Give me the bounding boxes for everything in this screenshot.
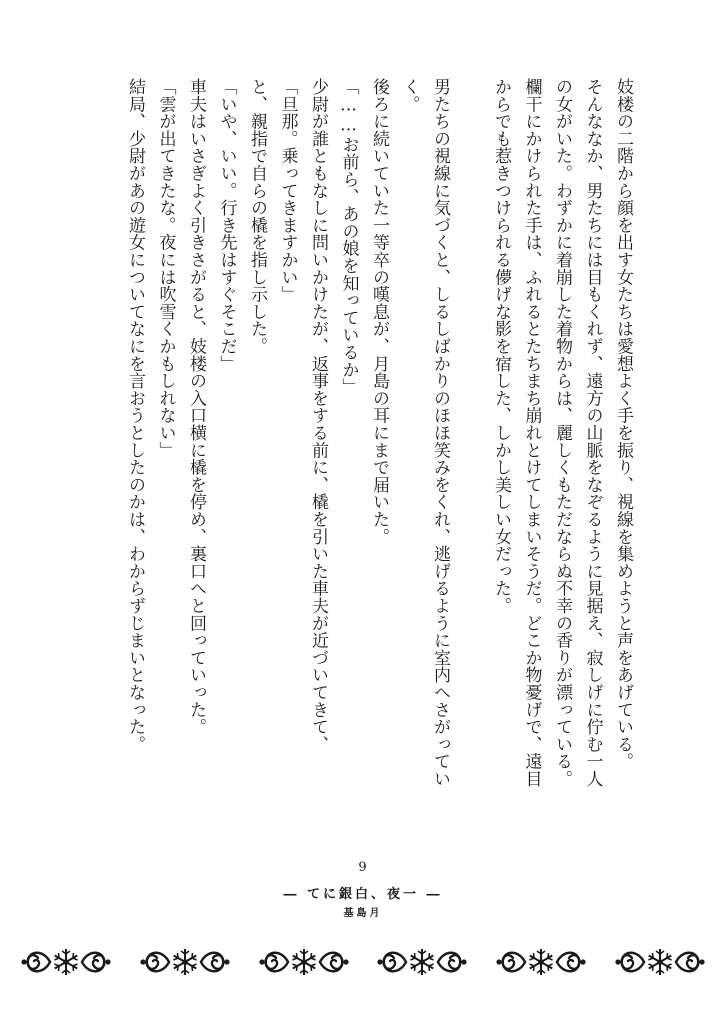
snowflake-scroll-ornament — [493, 942, 589, 982]
snowflake-scroll-ornament — [137, 942, 233, 982]
ornament-border — [18, 942, 708, 982]
snowflake-scroll-ornament — [612, 942, 708, 982]
snowflake-scroll-ornament — [18, 942, 114, 982]
paragraph: 後ろに続いていた一等卒の嘆息が、月島の耳にまで届いた。 — [369, 78, 389, 546]
body-text — [78, 78, 638, 798]
running-author: 基島月 — [343, 908, 383, 919]
paragraph: 男たちの視線に気づくと、しるしばかりのほほ笑みをくれ、逃げるように室内へさがっていく。 — [399, 78, 450, 788]
snowflake-scroll-ornament — [256, 942, 352, 982]
paragraph: 結局、少尉があの遊女についてなにを言おうとしたのかは、わからずじまいとなった。 — [125, 78, 145, 753]
blank-line — [455, 78, 486, 798]
dialogue-line: 「……お前ら、あの娘を知っているか」 — [338, 78, 359, 396]
paragraph: そんななか、男たちには目もくれず、遠方の山脈をなぞるように見据え、寂しげに佇む一人の女がいた。わずかに着崩した着物からは、麗しくもただならぬ不幸の香りが漂っている。欄干にかけられた手は、ふれるとたちまち崩れとけてしまいそうだ。どこか物憂げで、遠目からでも惹きつけられる儚げな影を宿した、しかし美しい女だった。 — [491, 78, 603, 788]
dialogue-line: 「旦那。乗ってきますかい」 — [277, 78, 298, 303]
page-number: 9 — [358, 860, 368, 875]
paragraph: 妓楼の二階から顔を出す女たちは愛想よく手を振り、視線を集めようと声をあげている。 — [613, 78, 633, 770]
snowflake-scroll-ornament — [374, 942, 470, 982]
running-title: ― てに銀白、夜一 ― — [283, 887, 443, 902]
paragraph: と、親指で自らの橇を指し示した。 — [247, 78, 267, 355]
paragraph: 少尉が誰ともなしに問いかけたが、返事をする前に、橇を引いた車夫が近づいてきて、 — [308, 78, 328, 753]
paragraph: 車夫はいさぎよく引きさがると、妓楼の入口横に橇を停め、裏口へと回っていった。 — [186, 78, 206, 736]
dialogue-line: 「いや、いい。行き先はすぐそこだ」 — [216, 78, 237, 373]
dialogue-line: 「雲が出てきたな。夜には吹雪くかもしれない」 — [155, 78, 176, 459]
